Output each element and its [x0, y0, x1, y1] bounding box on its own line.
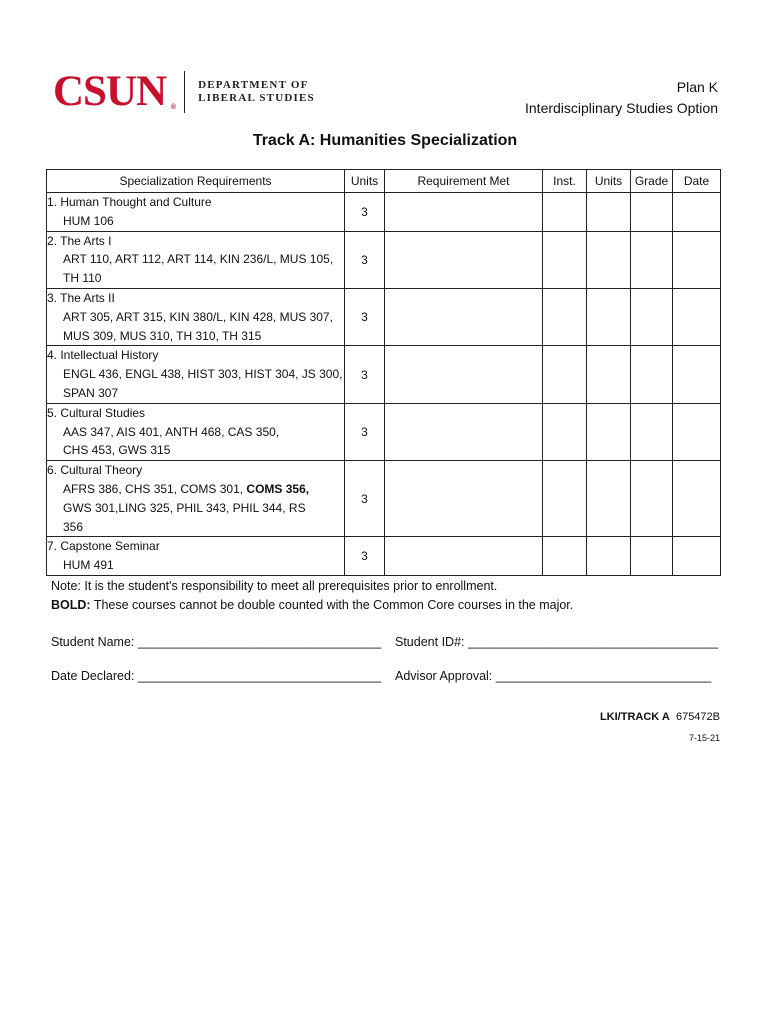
page-title: Track A: Humanities Specialization [252, 132, 518, 149]
inst-cell[interactable] [543, 403, 587, 460]
table-row [47, 537, 721, 576]
header-inst: Inst. [543, 170, 587, 193]
date-cell[interactable] [673, 461, 721, 537]
registered-mark: ® [170, 104, 176, 111]
requirement-cell: 1. Human Thought and Culture HUM 106 [47, 193, 345, 232]
requirement-met-cell[interactable] [385, 288, 543, 345]
plan-header [525, 77, 718, 119]
inst-cell[interactable] [543, 193, 587, 232]
grade-cell[interactable] [631, 193, 673, 232]
requirement-met-cell[interactable] [385, 537, 543, 576]
units-entry-cell[interactable] [587, 231, 631, 288]
units-cell: 3 [345, 461, 385, 537]
plan-option: Interdisciplinary Studies Option [525, 100, 718, 116]
grade-cell[interactable] [631, 461, 673, 537]
requirement-met-cell[interactable] [385, 231, 543, 288]
date-cell[interactable] [673, 288, 721, 345]
requirement-met-cell[interactable] [385, 193, 543, 232]
requirement-cell: 4. Intellectual History ENGL 436, ENGL 438, HIST 303, HIST 304, JS 300, SPAN 307 [47, 346, 345, 403]
grade-cell[interactable] [631, 346, 673, 403]
inst-cell[interactable] [543, 288, 587, 345]
table-row [47, 346, 721, 403]
date-cell[interactable] [673, 193, 721, 232]
csun-logo [53, 70, 315, 113]
table-header-row [47, 170, 721, 193]
inst-cell[interactable] [543, 461, 587, 537]
requirement-met-cell[interactable] [385, 461, 543, 537]
header-requirement-met: Requirement Met [385, 170, 543, 193]
date-cell[interactable] [673, 537, 721, 576]
header-spec: Specialization Requirements [47, 170, 345, 193]
header-units: Units [345, 170, 385, 193]
plan-name: Plan K [676, 79, 718, 95]
requirement-cell: 2. The Arts I ART 110, ART 112, ART 114, KIN 236/L, MUS 105, TH 110 [47, 231, 345, 288]
inst-cell[interactable] [543, 346, 587, 403]
units-cell: 3 [345, 403, 385, 460]
units-cell: 3 [345, 193, 385, 232]
grade-cell[interactable] [631, 231, 673, 288]
requirement-cell: 5. Cultural Studies AAS 347, AIS 401, ANTH 468, CAS 350, CHS 453, GWS 315 [47, 403, 345, 460]
prerequisite-note: Note: It is the student's responsibility to meet all prerequisites prior to enrollment. [51, 579, 498, 593]
date-declared-field[interactable]: Date Declared: ___________________________________ [51, 669, 382, 683]
table-row [47, 193, 721, 232]
requirement-met-cell[interactable] [385, 403, 543, 460]
units-cell: 3 [345, 346, 385, 403]
header-date: Date [673, 170, 721, 193]
student-id-field[interactable]: Student ID#: ____________________________________ [395, 635, 719, 649]
requirements-table [46, 169, 721, 576]
requirement-cell: 3. The Arts II ART 305, ART 315, KIN 380/L, KIN 428, MUS 307, MUS 309, MUS 310, TH 310, TH 315 [47, 288, 345, 345]
units-entry-cell[interactable] [587, 288, 631, 345]
date-cell[interactable] [673, 346, 721, 403]
grade-cell[interactable] [631, 403, 673, 460]
table-row [47, 403, 721, 460]
units-cell: 3 [345, 231, 385, 288]
inst-cell[interactable] [543, 231, 587, 288]
units-cell: 3 [345, 537, 385, 576]
header-units-2: Units [587, 170, 631, 193]
logo-divider [184, 71, 185, 113]
double-count-restricted-course: COMS 356, [246, 481, 310, 496]
units-entry-cell[interactable] [587, 403, 631, 460]
form-code: LKI/TRACK A 675472B [599, 711, 720, 723]
date-cell[interactable] [673, 403, 721, 460]
units-entry-cell[interactable] [587, 537, 631, 576]
revision-date: 7-15-21 [688, 733, 720, 743]
units-entry-cell[interactable] [587, 193, 631, 232]
grade-cell[interactable] [631, 537, 673, 576]
table-row [47, 231, 721, 288]
table-row [47, 461, 721, 537]
inst-cell[interactable] [543, 537, 587, 576]
department-name: DEPARTMENT OF LIBERAL STUDIES [198, 78, 315, 104]
date-cell[interactable] [673, 231, 721, 288]
units-cell: 3 [345, 288, 385, 345]
units-entry-cell[interactable] [587, 461, 631, 537]
header-grade: Grade [631, 170, 673, 193]
student-name-field[interactable]: Student Name: ___________________________________ [51, 635, 382, 649]
requirement-cell: 7. Capstone Seminar HUM 491 [47, 537, 345, 576]
notes [51, 577, 573, 615]
grade-cell[interactable] [631, 288, 673, 345]
table-row [47, 288, 721, 345]
bold-note: BOLD: These courses cannot be double counted with the Common Core courses in the major. [51, 598, 574, 612]
advisor-approval-field[interactable]: Advisor Approval: _______________________________ [395, 669, 712, 683]
units-entry-cell[interactable] [587, 346, 631, 403]
requirement-cell: 6. Cultural Theory AFRS 386, CHS 351, COMS 301, COMS 356, GWS 301,LING 325, PHIL 343, PHIL 344, RS 356 [47, 461, 345, 537]
requirement-met-cell[interactable] [385, 346, 543, 403]
csun-wordmark: CSUN ® [53, 68, 176, 115]
